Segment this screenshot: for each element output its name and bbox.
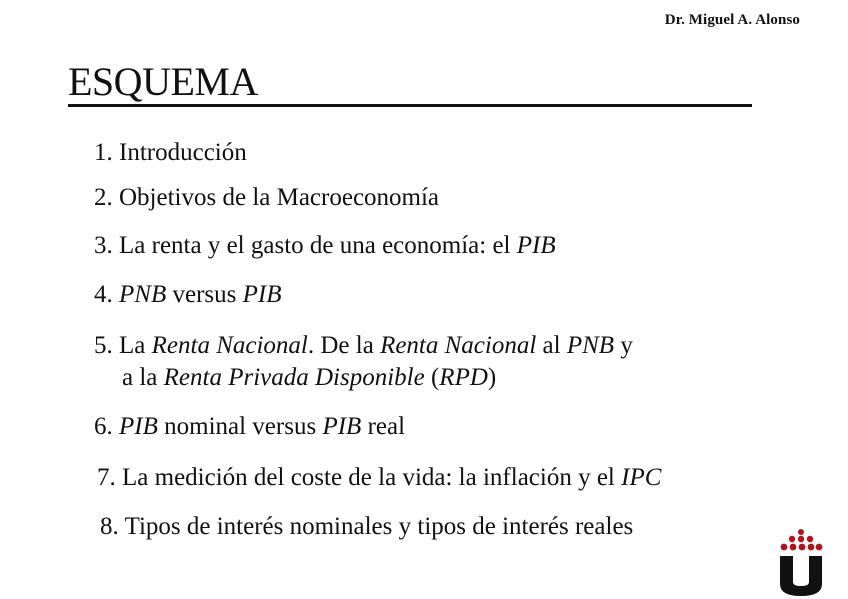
outline-item-3 xyxy=(94,230,556,262)
outline-item-8 xyxy=(100,511,633,543)
title-underline xyxy=(68,104,752,107)
university-logo-icon xyxy=(778,528,824,596)
logo-crown-dots xyxy=(781,529,823,550)
author-name: Dr. Miguel A. Alonso xyxy=(664,12,800,28)
item-number: 7. xyxy=(97,464,116,491)
item-number: 8. xyxy=(100,513,119,540)
item-text: . De la xyxy=(307,332,381,359)
item-text-italic: Renta Nacional xyxy=(151,332,308,359)
item-text: a la xyxy=(122,364,164,391)
item-text-italic: PIB xyxy=(322,413,362,440)
outline-item-6 xyxy=(94,411,405,443)
item-number: 6. xyxy=(94,413,113,440)
item-text: La medición del coste de la vida: la inflación y el xyxy=(122,464,622,491)
item-text-italic: RPD xyxy=(439,364,488,391)
logo-u-letter xyxy=(780,556,822,596)
item-continuation xyxy=(94,362,633,394)
item-text-italic: PIB xyxy=(119,413,158,440)
item-text-italic: IPC xyxy=(621,464,662,491)
item-text: real xyxy=(361,413,406,440)
item-text-italic: Renta Privada Disponible xyxy=(163,364,425,391)
slide-title: ESQUEMA xyxy=(68,59,258,104)
item-text: La renta y el gasto de una economía: el xyxy=(119,232,517,259)
item-number: 1. xyxy=(94,139,113,166)
outline-item-1 xyxy=(94,137,247,169)
item-number: 4. xyxy=(94,281,113,308)
outline-item-4 xyxy=(94,279,281,311)
item-text: Tipos de interés nominales y tipos de interés reales xyxy=(124,513,634,540)
item-text: Objetivos de la Macroeconomía xyxy=(119,184,440,211)
item-text: ) xyxy=(487,364,497,391)
item-text: al xyxy=(536,332,567,359)
item-text: y xyxy=(614,332,633,359)
item-number: 3. xyxy=(94,232,113,259)
outline-item-2 xyxy=(94,182,439,214)
item-text-italic: Renta Nacional xyxy=(380,332,537,359)
item-text: versus xyxy=(166,281,243,308)
item-number: 5. xyxy=(94,332,113,359)
item-text-italic: PIB xyxy=(242,281,282,308)
item-text-italic: PNB xyxy=(566,332,615,359)
item-text-italic: PIB xyxy=(516,232,556,259)
item-text: La xyxy=(119,332,152,359)
outline-item-7 xyxy=(97,462,661,494)
item-text-italic: PNB xyxy=(119,281,167,308)
outline-item-5 xyxy=(94,330,633,394)
item-text: Introducción xyxy=(119,139,247,166)
item-text: nominal versus xyxy=(157,413,323,440)
item-text: ( xyxy=(424,364,440,391)
item-number: 2. xyxy=(94,184,113,211)
